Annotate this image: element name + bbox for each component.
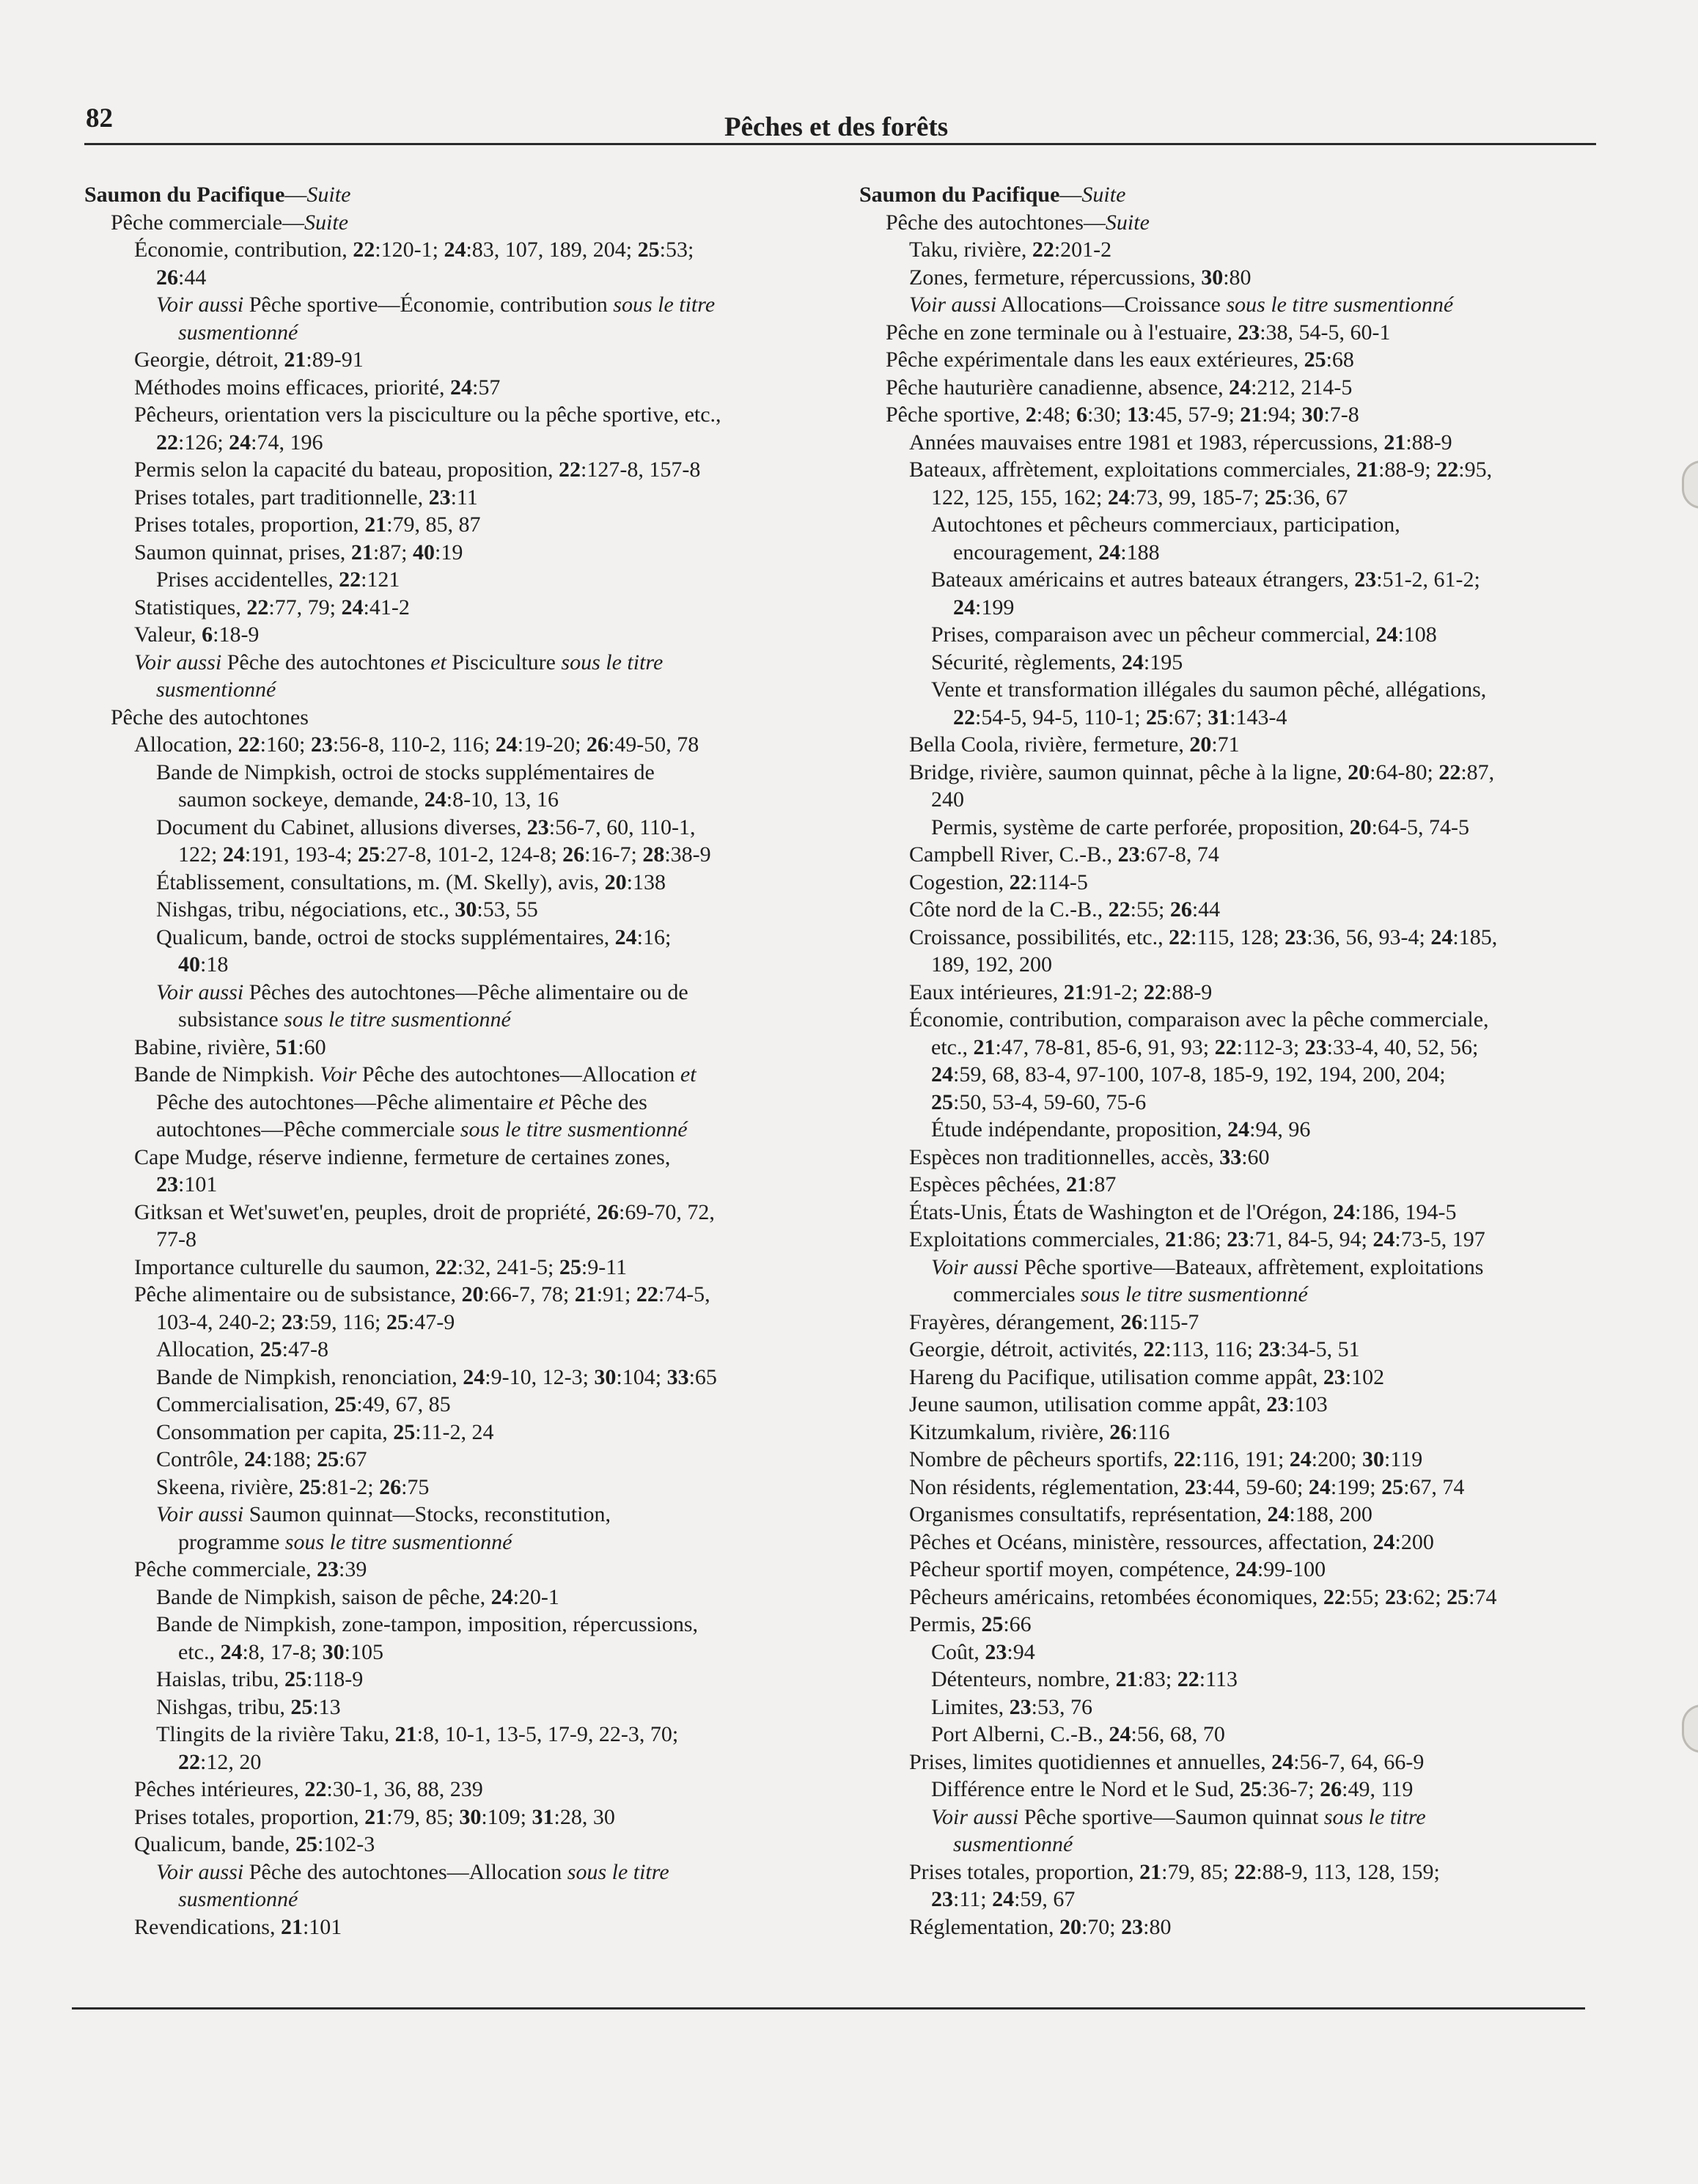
index-entry-line: Côte nord de la C.-B., 22:55; 26:44	[909, 897, 1221, 922]
index-entry-line: Pêches et Océans, ministère, ressources, affectation, 24:200	[909, 1529, 1434, 1554]
index-entry-line: Cape Mudge, réserve indienne, fermeture de certaines zones,	[134, 1144, 671, 1169]
index-entry-line: Pêcheurs, orientation vers la pisciculture ou la pêche sportive, etc.,	[134, 402, 721, 427]
index-entry-line: 103-4, 240-2; 23:59, 116; 25:47-9	[156, 1309, 455, 1334]
index-entry-line: Bella Coola, rivière, fermeture, 20:71	[909, 732, 1240, 757]
index-entry-line: 189, 192, 200	[931, 952, 1052, 977]
index-entry-line: programme sous le titre susmentionné	[178, 1529, 512, 1554]
index-entry-line: 122, 125, 155, 162; 24:73, 99, 185-7; 25:36, 67	[931, 485, 1348, 510]
index-entry-line: saumon sockeye, demande, 24:8-10, 13, 16	[178, 787, 559, 812]
index-entry-line: Voir aussi Pêche sportive—Bateaux, affrètement, exploitations	[931, 1254, 1484, 1279]
index-entry-line: Bande de Nimpkish, octroi de stocks supplémentaires de	[156, 760, 655, 784]
index-entry-line: Prises accidentelles, 22:121	[156, 567, 400, 592]
index-entry-line: Skeena, rivière, 25:81-2; 26:75	[156, 1474, 430, 1499]
header-rule	[84, 143, 1596, 145]
binder-hole-mark-bottom	[1682, 1705, 1698, 1753]
index-entry-line: Voir aussi Pêche sportive—Économie, contribution sous le titre	[156, 293, 716, 317]
index-entry-line: Gitksan et Wet'suwet'en, peuples, droit de propriété, 26:69-70, 72,	[134, 1199, 715, 1224]
index-entry-line: Exploitations commerciales, 21:86; 23:71, 84-5, 94; 24:73-5, 197	[909, 1227, 1485, 1251]
index-entry-line: 22:54-5, 94-5, 110-1; 25:67; 31:143-4	[953, 705, 1287, 729]
index-entry-line: Qualicum, bande, 25:102-3	[134, 1832, 375, 1856]
index-entry-line: 240	[931, 787, 964, 812]
index-entry-line: Sécurité, règlements, 24:195	[931, 650, 1183, 674]
index-entry-line: autochtones—Pêche commerciale sous le titre susmentionné	[156, 1117, 688, 1141]
index-entry-line: Pêcheurs américains, retombées économiques, 22:55; 23:62; 25:74	[909, 1584, 1497, 1609]
index-entry-line: 22:126; 24:74, 196	[156, 430, 323, 455]
index-entry-line: Pêche sportive, 2:48; 6:30; 13:45, 57-9; 21:94; 30:7-8	[886, 402, 1359, 427]
index-entry-line: Georgie, détroit, activités, 22:113, 116; 23:34-5, 51	[909, 1337, 1360, 1361]
index-entry-line: Kitzumkalum, rivière, 26:116	[909, 1419, 1170, 1444]
index-entry-line: Organismes consultatifs, représentation, 24:188, 200	[909, 1502, 1372, 1526]
index-entry-line: Cogestion, 22:114-5	[909, 869, 1088, 894]
index-entry-line: Pêches intérieures, 22:30-1, 36, 88, 239	[134, 1777, 483, 1801]
index-entry-line: 26:44	[156, 265, 207, 290]
index-entry-line: 25:50, 53-4, 59-60, 75-6	[931, 1089, 1147, 1114]
index-entry-line: Non résidents, réglementation, 23:44, 59-60; 24:199; 25:67, 74	[909, 1474, 1465, 1499]
index-entry-line: 77-8	[156, 1227, 196, 1251]
index-entry-line: 23:11; 24:59, 67	[931, 1887, 1076, 1911]
index-entry-line: susmentionné	[953, 1832, 1073, 1856]
index-entry-line: etc., 21:47, 78-81, 85-6, 91, 93; 22:112-3; 23:33-4, 40, 52, 56;	[931, 1034, 1479, 1059]
index-entry-line: Statistiques, 22:77, 79; 24:41-2	[134, 595, 410, 619]
index-entry-line: Bridge, rivière, saumon quinnat, pêche à la ligne, 20:64-80; 22:87,	[909, 760, 1495, 784]
index-entry-line: Permis selon la capacité du bateau, proposition, 22:127-8, 157-8	[134, 457, 701, 482]
index-entry-line: Allocation, 25:47-8	[156, 1337, 328, 1361]
index-entry-line: Pêche des autochtones—Pêche alimentaire et Pêche des	[156, 1089, 647, 1114]
footer-rule	[72, 2007, 1585, 2010]
index-entry-line: etc., 24:8, 17-8; 30:105	[178, 1639, 383, 1664]
index-entry-line: Taku, rivière, 22:201-2	[909, 238, 1112, 262]
index-entry-line: Voir aussi Saumon quinnat—Stocks, reconstitution,	[156, 1502, 611, 1526]
index-entry-line: Importance culturelle du saumon, 22:32, 241-5; 25:9-11	[134, 1254, 628, 1279]
index-entry-line: Pêche des autochtones—Suite	[886, 210, 1150, 235]
index-entry-line: Eaux intérieures, 21:91-2; 22:88-9	[909, 979, 1213, 1004]
index-entry-line: Frayères, dérangement, 26:115-7	[909, 1309, 1199, 1334]
index-entry-line: Espèces pêchées, 21:87	[909, 1172, 1117, 1196]
index-entry-line: Permis, système de carte perforée, proposition, 20:64-5, 74-5	[931, 815, 1469, 839]
index-entry-line: subsistance sous le titre susmentionné	[178, 1007, 511, 1032]
index-entry-line: Vente et transformation illégales du saumon pêché, allégations,	[931, 677, 1487, 702]
index-entry-line: Détenteurs, nombre, 21:83; 22:113	[931, 1667, 1238, 1691]
index-entry-line: Bande de Nimpkish, zone-tampon, imposition, répercussions,	[156, 1612, 699, 1636]
index-entry-line: Voir aussi Pêche sportive—Saumon quinnat sous le titre	[931, 1804, 1426, 1829]
index-entry-line: Haislas, tribu, 25:118-9	[156, 1667, 364, 1691]
index-entry-line: Consommation per capita, 25:11-2, 24	[156, 1419, 494, 1444]
index-entry-line: Contrôle, 24:188; 25:67	[156, 1447, 367, 1471]
index-entry-line: Document du Cabinet, allusions diverses, 23:56-7, 60, 110-1,	[156, 815, 696, 839]
page-number: 82	[86, 103, 113, 133]
index-entry-line: Voir aussi Pêche des autochtones et Pisciculture sous le titre	[134, 650, 664, 674]
index-entry-line: Croissance, possibilités, etc., 22:115, 128; 23:36, 56, 93-4; 24:185,	[909, 924, 1498, 949]
index-entry-line: Prises, comparaison avec un pêcheur commercial, 24:108	[931, 622, 1437, 647]
index-entry-line: Prises, limites quotidiennes et annuelles, 24:56-7, 64, 66-9	[909, 1749, 1425, 1774]
index-entry-line: Port Alberni, C.-B., 24:56, 68, 70	[931, 1722, 1225, 1746]
index-entry-line: susmentionné	[178, 1887, 298, 1911]
index-entry-line: 122; 24:191, 193-4; 25:27-8, 101-2, 124-8; 26:16-7; 28:38-9	[178, 842, 711, 867]
index-entry-line: Économie, contribution, comparaison avec la pêche commerciale,	[909, 1007, 1489, 1032]
index-entry-line: Méthodes moins efficaces, priorité, 24:57	[134, 375, 501, 400]
index-entry-line: encouragement, 24:188	[953, 540, 1160, 565]
index-entry-line: Prises totales, proportion, 21:79, 85; 22:88-9, 113, 128, 159;	[909, 1859, 1440, 1884]
index-entry-line: Bateaux américains et autres bateaux étrangers, 23:51-2, 61-2;	[931, 567, 1480, 592]
index-entry-line: Différence entre le Nord et le Sud, 25:36-7; 26:49, 119	[931, 1777, 1414, 1801]
index-entry-line: Espèces non traditionnelles, accès, 33:60	[909, 1144, 1270, 1169]
index-entry-line: Réglementation, 20:70; 23:80	[909, 1914, 1172, 1939]
index-entry-line: Bateaux, affrètement, exploitations commerciales, 21:88-9; 22:95,	[909, 457, 1493, 482]
index-column-left	[84, 181, 847, 1941]
index-entry-line: Nishgas, tribu, 25:13	[156, 1694, 341, 1719]
index-entry-line: Campbell River, C.-B., 23:67-8, 74	[909, 842, 1219, 867]
index-entry-line: Allocation, 22:160; 23:56-8, 110-2, 116; 24:19-20; 26:49-50, 78	[134, 732, 699, 757]
index-entry-line: Zones, fermeture, répercussions, 30:80	[909, 265, 1252, 290]
index-entry-line: Georgie, détroit, 21:89-91	[134, 348, 364, 372]
index-entry-line: Années mauvaises entre 1981 et 1983, répercussions, 21:88-9	[909, 430, 1452, 455]
index-entry-line: Pêche hauturière canadienne, absence, 24:212, 214-5	[886, 375, 1353, 400]
index-entry-line: Nombre de pêcheurs sportifs, 22:116, 191; 24:200; 30:119	[909, 1447, 1423, 1471]
index-entry-line: Pêche expérimentale dans les eaux extérieures, 25:68	[886, 348, 1354, 372]
index-entry-line: Prises totales, proportion, 21:79, 85; 30:109; 31:28, 30	[134, 1804, 615, 1829]
index-entry-line: Économie, contribution, 22:120-1; 24:83, 107, 189, 204; 25:53;	[134, 238, 694, 262]
index-entry-line: Saumon du Pacifique—Suite	[859, 183, 1126, 207]
index-entry-line: Babine, rivière, 51:60	[134, 1034, 326, 1059]
index-entry-line: Hareng du Pacifique, utilisation comme appât, 23:102	[909, 1364, 1385, 1389]
index-entry-line: susmentionné	[178, 320, 298, 345]
index-entry-line: Voir aussi Pêche des autochtones—Allocation sous le titre	[156, 1859, 669, 1884]
index-entry-line: Saumon du Pacifique—Suite	[84, 183, 351, 207]
index-entry-line: Permis, 25:66	[909, 1612, 1032, 1636]
index-entry-line: susmentionné	[156, 677, 276, 702]
binder-hole-mark-top	[1682, 460, 1698, 509]
index-entry-line: Établissement, consultations, m. (M. Skelly), avis, 20:138	[156, 869, 666, 894]
index-entry-line: Qualicum, bande, octroi de stocks supplémentaires, 24:16;	[156, 924, 672, 949]
running-title: Pêches et des forêts	[724, 112, 949, 142]
index-entry-line: Pêche alimentaire ou de subsistance, 20:66-7, 78; 21:91; 22:74-5,	[134, 1282, 710, 1306]
index-entry-line: Coût, 23:94	[931, 1639, 1035, 1664]
index-entry-line: Pêche des autochtones	[111, 705, 309, 729]
index-column-right	[859, 181, 1596, 1941]
index-entry-line: 24:199	[953, 595, 1015, 619]
index-entry-line: Voir aussi Allocations—Croissance sous le titre susmentionné	[909, 293, 1454, 317]
index-entry-line: Pêche en zone terminale ou à l'estuaire, 23:38, 54-5, 60-1	[886, 320, 1391, 345]
index-entry-line: Bande de Nimpkish, saison de pêche, 24:20-1	[156, 1584, 559, 1609]
index-entry-line: Bande de Nimpkish. Voir Pêche des autochtones—Allocation et	[134, 1062, 697, 1087]
index-entry-line: Bande de Nimpkish, renonciation, 24:9-10, 12-3; 30:104; 33:65	[156, 1364, 717, 1389]
index-entry-line: 22:12, 20	[178, 1749, 262, 1774]
index-entry-line: Prises totales, part traditionnelle, 23:11	[134, 485, 478, 510]
index-entry-line: Voir aussi Pêches des autochtones—Pêche alimentaire ou de	[156, 979, 688, 1004]
index-entry-line: 40:18	[178, 952, 229, 977]
index-entry-line: Saumon quinnat, prises, 21:87; 40:19	[134, 540, 463, 565]
index-entry-line: Nishgas, tribu, négociations, etc., 30:53, 55	[156, 897, 538, 922]
index-entry-line: Pêche commerciale, 23:39	[134, 1557, 367, 1581]
index-entry-line: Prises totales, proportion, 21:79, 85, 87	[134, 512, 481, 537]
index-entry-line: Pêche commerciale—Suite	[111, 210, 349, 235]
index-entry-line: 24:59, 68, 83-4, 97-100, 107-8, 185-9, 192, 194, 200, 204;	[931, 1062, 1446, 1087]
index-entry-line: Valeur, 6:18-9	[134, 622, 260, 647]
index-entry-line: Limites, 23:53, 76	[931, 1694, 1092, 1719]
index-entry-line: commerciales sous le titre susmentionné	[953, 1282, 1308, 1306]
index-entry-line: Tlingits de la rivière Taku, 21:8, 10-1, 13-5, 17-9, 22-3, 70;	[156, 1722, 679, 1746]
index-entry-line: États-Unis, États de Washington et de l'Orégon, 24:186, 194-5	[909, 1199, 1457, 1224]
index-entry-line: Commercialisation, 25:49, 67, 85	[156, 1392, 451, 1416]
index-entry-line: Revendications, 21:101	[134, 1914, 342, 1939]
index-entry-line: Pêcheur sportif moyen, compétence, 24:99-100	[909, 1557, 1326, 1581]
index-entry-line: Jeune saumon, utilisation comme appât, 23:103	[909, 1392, 1328, 1416]
index-entry-line: Autochtones et pêcheurs commerciaux, participation,	[931, 512, 1400, 537]
index-entry-line: Étude indépendante, proposition, 24:94, 96	[931, 1117, 1311, 1141]
index-entry-line: 23:101	[156, 1172, 218, 1196]
